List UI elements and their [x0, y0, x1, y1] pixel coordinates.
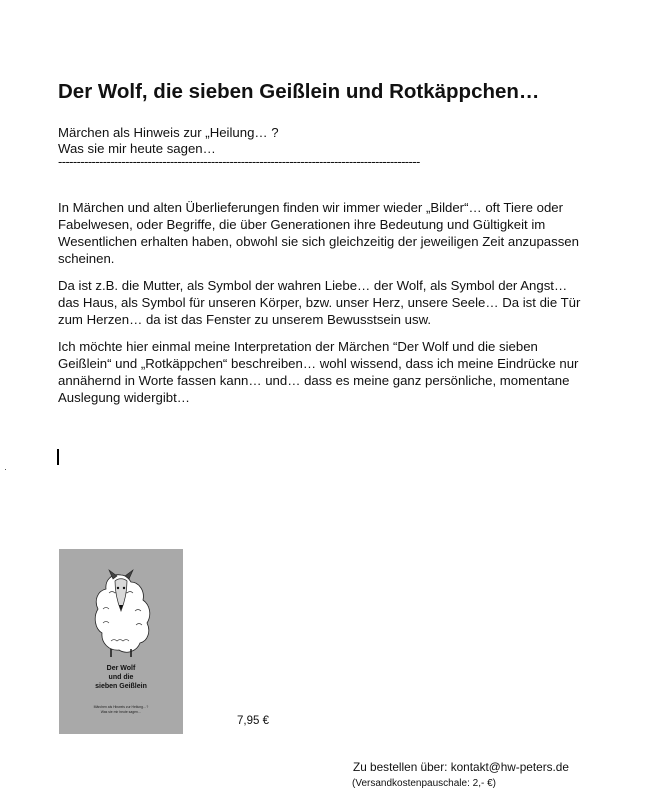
order-contact: Zu bestellen über: kontakt@hw-peters.de [353, 760, 569, 774]
sheep-wolf-icon [89, 567, 153, 659]
page-title: Der Wolf, die sieben Geißlein und Rotkäppchen… [58, 80, 540, 103]
subtitle-line-1: Märchen als Hinweis zur „Heilung… ? [58, 125, 279, 140]
margin-mark [5, 469, 6, 470]
book-title: Der Wolf und die sieben Geißlein [95, 665, 147, 690]
paragraph-symbols: Da ist z.B. die Mutter, als Symbol der wahren Liebe… der Wolf, als Symbol der Angst… das Haus, als Symbol für unseren Körper, bzw. unser Herz, unsere Seele… Da ist die Tür zum Herzen… da ist das Fenster zu unserem Bewusstsein usw. [58, 278, 581, 327]
text-cursor[interactable] [57, 449, 59, 465]
shipping-note: (Versandkostenpauschale: 2,- €) [352, 778, 496, 789]
subtitle-line-2: Was sie mir heute sagen… [58, 141, 216, 156]
dashed-divider: ------------------------------------------------------------------------------------------------- [58, 154, 420, 169]
book-subtitle: Märchen als Hinweis zur Heilung…? Was sie mir heute sagen… [93, 705, 149, 714]
paragraph-interpretation: Ich möchte hier einmal meine Interpretation der Märchen “Der Wolf und die sieben Geißlein“ und „Rotkäppchen“ beschreiben… wohl wissend, dass ich meine Eindrücke nur annähernd in Worte fassen kann… und… dass es meine ganz persönliche, momentane Auslegung widergibt… [58, 339, 579, 405]
book-price: 7,95 € [237, 715, 269, 727]
paragraph-intro: In Märchen und alten Überlieferungen finden wir immer wieder „Bilder“… oft Tiere oder Fabelwesen, oder Begriffe, die über Generationen ihre Bedeutung und Gültigkeit im Wesentlichen erhalten haben, obwohl sie sich gleichzeitig der jeweiligen Zeit anzupassen scheinen. [58, 200, 579, 266]
book-cover [59, 549, 183, 734]
